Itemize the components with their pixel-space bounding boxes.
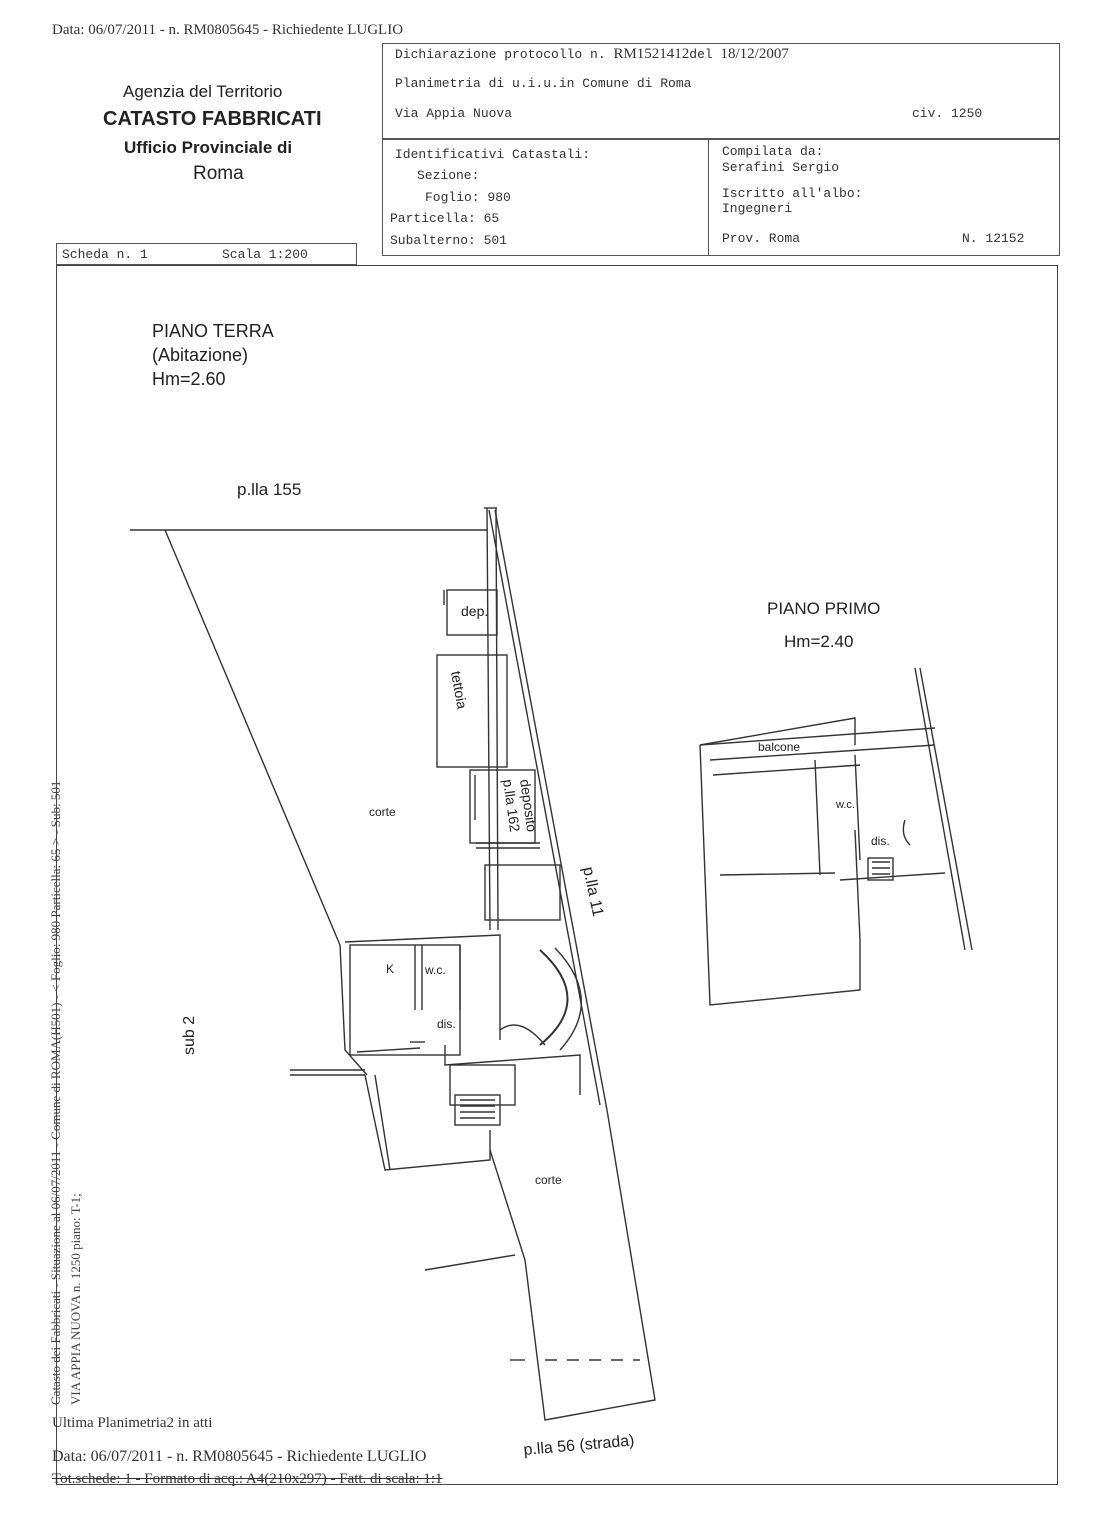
particella-field: Particella: 65: [390, 211, 500, 226]
corte-top-label: corte: [369, 805, 396, 819]
kitchen-label: K: [386, 962, 395, 976]
agency-name: Agenzia del Territorio: [123, 82, 283, 101]
province: Prov. Roma: [722, 231, 801, 246]
planimetria-line: Planimetria di u.i.u.in Comune di Roma: [395, 76, 692, 91]
first-floor-title: PIANO PRIMO: [767, 599, 881, 618]
deposito-label: deposito: [517, 778, 541, 833]
ground-floor-subtitle: (Abitazione): [152, 345, 249, 365]
subalterno-field: Subalterno: 501: [390, 233, 508, 248]
wc-label: w.c.: [425, 963, 446, 977]
albo-value: Ingegneri: [722, 201, 793, 216]
plla11-label: p.lla 11: [579, 865, 607, 919]
protocol-date: 18/12/2007: [720, 46, 789, 62]
ground-floor-title: PIANO TERRA: [152, 321, 274, 341]
footer-ultima: Ultima Planimetria2 in atti: [52, 1415, 213, 1431]
footer-sheet-info: Tot.schede: 1 - Formato di acq.: A4(210x297) - Fatt. di scala: 1:1: [52, 1471, 443, 1487]
identifiers-heading: Identificativi Catastali:: [395, 147, 591, 162]
sub2-label: sub 2: [181, 1015, 198, 1055]
civic-number: civ. 1250: [912, 106, 983, 121]
corte-bottom-label: corte: [535, 1173, 562, 1187]
balcone-label: balcone: [758, 740, 801, 754]
protocol-del: del: [689, 47, 713, 62]
sezione-field: Sezione:: [417, 168, 480, 183]
office-city: Roma: [193, 163, 244, 184]
compiler-name: Serafini Sergio: [722, 160, 840, 175]
scheda-scale: Scala 1:200: [222, 247, 308, 262]
plla56-label: p.lla 56 (strada): [522, 1432, 636, 1459]
tettoia-label: tettoia: [448, 669, 471, 711]
albo-label: Iscritto all'albo:: [722, 186, 863, 201]
protocol-prefix: Dichiarazione protocollo n.: [395, 47, 606, 62]
address-line: Via Appia Nuova: [395, 106, 513, 121]
plla162-label: p.lla 162: [500, 778, 524, 833]
header-request-line: Data: 06/07/2011 - n. RM0805645 - Richiedente LUGLIO: [52, 22, 404, 38]
catasto-title: CATASTO FABBRICATI: [103, 108, 322, 130]
dis-label: dis.: [437, 1017, 456, 1031]
registration-number: N. 12152: [962, 231, 1025, 246]
scheda-number: Scheda n. 1: [62, 247, 148, 262]
plla155-label: p.lla 155: [237, 480, 302, 499]
dep-label: dep.: [461, 603, 489, 619]
compiled-by-label: Compilata da:: [722, 144, 824, 159]
side-address-line: VIA APPIA NUOVA n. 1250 piano: T-1;: [68, 1193, 83, 1405]
first-floor-height: Hm=2.40: [784, 632, 854, 651]
foglio-field: Foglio: 980: [425, 190, 511, 205]
side-cadastral-line: Catasto dei Fabbricati - Situazione al 06/07/2011 - Comune di ROMA(H501) - < Foglio: 980 Particella: 65 > - Sub: 501: [48, 780, 63, 1405]
ground-floor-height: Hm=2.60: [152, 369, 226, 389]
wc-first-label: w.c.: [836, 799, 855, 811]
protocol-number: RM1521412: [613, 46, 690, 62]
dis-first-label: dis.: [871, 834, 890, 848]
footer-request-line: Data: 06/07/2011 - n. RM0805645 - Richiedente LUGLIO: [52, 1448, 427, 1465]
office-label: Ufficio Provinciale di: [124, 138, 293, 157]
